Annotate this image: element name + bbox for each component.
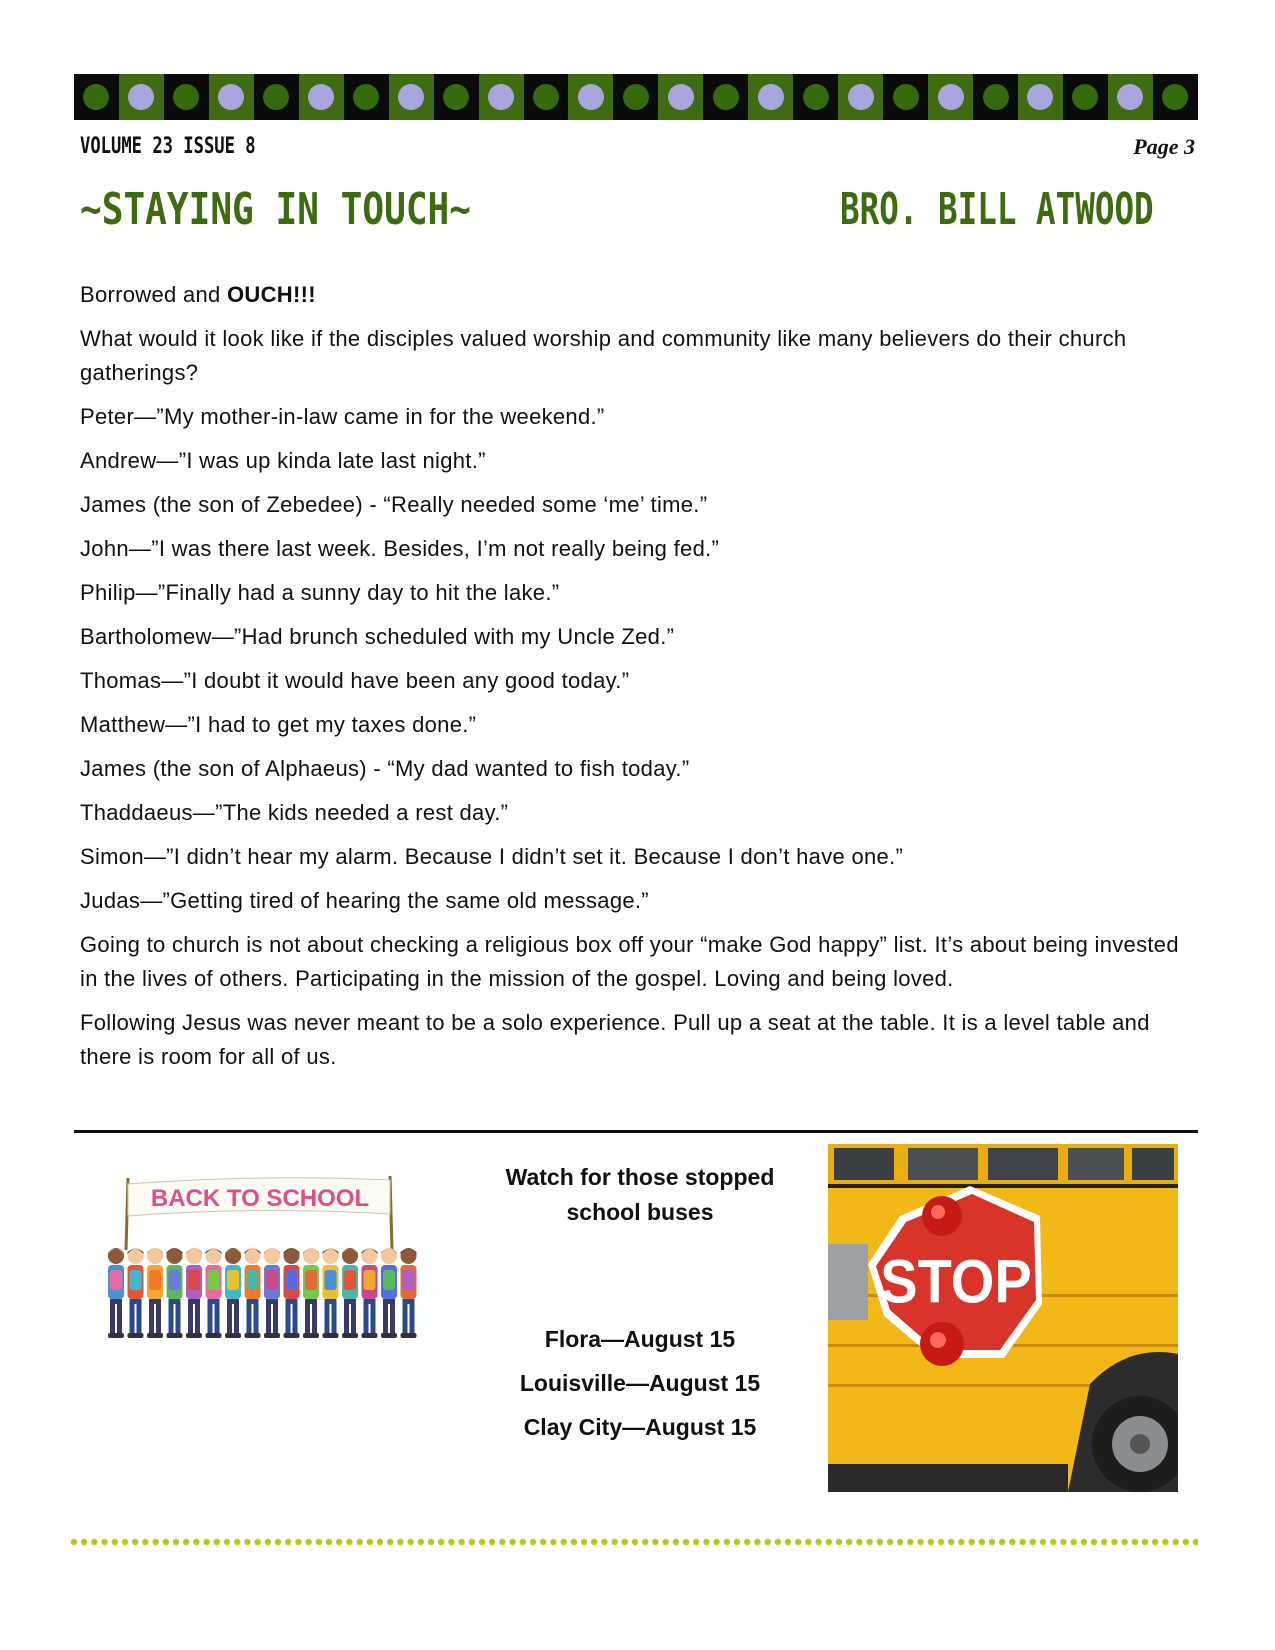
child-figure [362,1248,378,1338]
footer-dot [836,1539,842,1545]
banner-cell [254,74,299,120]
footer-dot [1162,1539,1168,1545]
banner-cell [1108,74,1153,120]
banner-cell [568,74,613,120]
child-figure [264,1248,280,1338]
banner-cell [209,74,254,120]
banner-cell [1153,74,1198,120]
banner-cell [883,74,928,120]
article-paragraph: John—”I was there last week. Besides, I’m not really being fed.” [80,536,720,561]
article-paragraph: Matthew—”I had to get my taxes done.” [80,712,477,737]
footer-dot [958,1539,964,1545]
banner-cell [1018,74,1063,120]
footer-dot [122,1539,128,1545]
footer-dot [581,1539,587,1545]
footer-dot [336,1539,342,1545]
footer-dot [407,1539,413,1545]
banner-dot [173,84,199,110]
child-figure [381,1248,397,1338]
footer-dot [1009,1539,1015,1545]
footer-dot [1142,1539,1148,1545]
banner-dot [803,84,829,110]
footer-dot [622,1539,628,1545]
article-paragraph: Going to church is not about checking a religious box off your “make God happy” list. It’s about being invested in the lives of others. Participating in the mission of the gospel. Loving and being loved. [80,932,1179,991]
date-clay-city: Clay City—August 15 [523,1414,757,1440]
footer-dot [479,1539,485,1545]
footer-dot [550,1539,556,1545]
banner-cell [434,74,479,120]
banner-cell [119,74,164,120]
decorative-banner [74,74,1198,120]
footer-dot [948,1539,954,1545]
footer-dot [112,1539,118,1545]
footer-dot [377,1539,383,1545]
footer-dot [979,1539,985,1545]
footer-dot [326,1539,332,1545]
footer-dot [1193,1539,1198,1545]
banner-dot [263,84,289,110]
volume-issue: VOLUME 23 ISSUE 8 [80,134,256,159]
date-flora: Flora—August 15 [544,1326,736,1352]
child-figure [147,1248,163,1338]
banner-dot [128,84,154,110]
footer-dot [795,1539,801,1545]
footer-dot [193,1539,199,1545]
banner-cell [658,74,703,120]
banner-cell [1063,74,1108,120]
footer-dot [316,1539,322,1545]
banner-cell [703,74,748,120]
footer-dot [989,1539,995,1545]
footer-dot [764,1539,770,1545]
banner-cell [164,74,209,120]
footer-dot [785,1539,791,1545]
banner-dot [668,84,694,110]
article-paragraph: Judas—”Getting tired of hearing the same old message.” [80,888,649,913]
footer-dot [91,1539,97,1545]
footer-dot [509,1539,515,1545]
school-bus-notice [470,1160,810,1454]
footer-dot [1040,1539,1046,1545]
article-paragraph: Philip—”Finally had a sunny day to hit the lake.” [80,580,560,605]
footer-dot [367,1539,373,1545]
footer-dot [540,1539,546,1545]
article-intro [80,278,1200,312]
article-paragraph: James (the son of Alphaeus) - “My dad wanted to fish today.” [80,756,690,781]
banner-cell [613,74,658,120]
child-figure [303,1248,319,1338]
footer-dot [1070,1539,1076,1545]
banner-dot [893,84,919,110]
footer-dot [1091,1539,1097,1545]
footer-dot [805,1539,811,1545]
footer-dot [71,1539,77,1545]
banner-dot [713,84,739,110]
banner-dot [443,84,469,110]
intro-text: Borrowed and [80,282,227,307]
banner-cell [793,74,838,120]
footer-dot [499,1539,505,1545]
footer-dot [897,1539,903,1545]
banner-dot [1072,84,1098,110]
date-louisville: Louisville—August 15 [519,1370,761,1396]
footer-dot [713,1539,719,1545]
footer-dot [611,1539,617,1545]
footer-dot [591,1539,597,1545]
footer-dot [1060,1539,1066,1545]
footer-dot [1132,1539,1138,1545]
footer-dot [1081,1539,1087,1545]
footer-dot [826,1539,832,1545]
footer-dot [1172,1539,1178,1545]
child-figure [245,1248,261,1338]
footer-dot [907,1539,913,1545]
child-figure [206,1248,222,1338]
footer-dot [356,1539,362,1545]
article-paragraph: What would it look like if the disciples valued worship and community like many believers do their church gatherings? [80,326,1127,385]
start-dates [470,1322,810,1445]
footer-dot [642,1539,648,1545]
banner-cell [838,74,883,120]
footer-dot [815,1539,821,1545]
footer-dot [183,1539,189,1545]
footer-dot [754,1539,760,1545]
banner-dot [398,84,424,110]
back-to-school-illustration [100,1170,440,1345]
child-figure [323,1248,339,1338]
footer-dot [173,1539,179,1545]
footer-dot [1050,1539,1056,1545]
child-figure [186,1248,202,1338]
banner-cell [928,74,973,120]
footer-dot [346,1539,352,1545]
article-paragraph: Andrew—”I was up kinda late last night.” [80,448,486,473]
footer-dot [428,1539,434,1545]
banner-cell [344,74,389,120]
footer-dot [295,1539,301,1545]
footer-dot [142,1539,148,1545]
footer-dot [1030,1539,1036,1545]
footer-dot [1111,1539,1117,1545]
banner-dot [848,84,874,110]
child-figure [128,1248,144,1338]
footer-dot [285,1539,291,1545]
banner-dot [578,84,604,110]
column-title: ~STAYING IN TOUCH~ [80,184,471,235]
footer-dot [999,1539,1005,1545]
footer-dot [530,1539,536,1545]
footer-dot [571,1539,577,1545]
author-name: BRO. BILL ATWOOD [840,184,1154,235]
banner-dot [1162,84,1188,110]
banner-dot [623,84,649,110]
footer-dot [132,1539,138,1545]
page-number: Page 3 [1133,134,1195,159]
footer-dot [652,1539,658,1545]
banner-cell [299,74,344,120]
footer-dot [458,1539,464,1545]
footer-dot [275,1539,281,1545]
footer-dot [101,1539,107,1545]
footer-dot [265,1539,271,1545]
footer-dot [418,1539,424,1545]
banner-cell [74,74,119,120]
footer-dot [163,1539,169,1545]
footer-dot [397,1539,403,1545]
school-bus-stop-sign-photo [828,1144,1178,1492]
child-figure [401,1248,417,1338]
footer-dot [489,1539,495,1545]
footer-dot [877,1539,883,1545]
banner-cell [748,74,793,120]
footer-dot [734,1539,740,1545]
banner-dot [1117,84,1143,110]
section-divider [74,1130,1198,1133]
banner-dot [1027,84,1053,110]
child-figure [167,1248,183,1338]
child-figure [284,1248,300,1338]
child-figure [225,1248,241,1338]
banner-dot [488,84,514,110]
notice-line-1: Watch for those stopped [505,1164,775,1190]
footer-dot [214,1539,220,1545]
footer-dot [438,1539,444,1545]
banner-dot [218,84,244,110]
footer-dot [1152,1539,1158,1545]
footer-dot [724,1539,730,1545]
footer-dot [856,1539,862,1545]
article-paragraph: Thomas—”I doubt it would have been any good today.” [80,668,630,693]
footer-dot [254,1539,260,1545]
footer-dot [887,1539,893,1545]
footer-dot [846,1539,852,1545]
banner-dot [353,84,379,110]
footer-dot [775,1539,781,1545]
footer-dot [81,1539,87,1545]
footer-dot [662,1539,668,1545]
footer-dot [244,1539,250,1545]
footer-dot [673,1539,679,1545]
footer-dot [1121,1539,1127,1545]
footer-dot [387,1539,393,1545]
footer-dot [305,1539,311,1545]
footer-dot [866,1539,872,1545]
footer-dot [1183,1539,1189,1545]
footer-dot [560,1539,566,1545]
banner-cell [973,74,1018,120]
footer-dot [744,1539,750,1545]
banner-dot [83,84,109,110]
article-paragraph: Following Jesus was never meant to be a solo experience. Pull up a seat at the table. It is a level table and there is room for all of us. [80,1010,1150,1069]
footer-dot [448,1539,454,1545]
footer-dot [928,1539,934,1545]
footer-dot [1019,1539,1025,1545]
footer-dot [203,1539,209,1545]
article-paragraph: James (the son of Zebedee) - “Really needed some ‘me’ time.” [80,492,708,517]
child-figure [108,1248,124,1338]
banner-cell [524,74,569,120]
footer-dot [520,1539,526,1545]
footer-dot [1101,1539,1107,1545]
banner-dot [938,84,964,110]
child-figure [342,1248,358,1338]
banner-dot [533,84,559,110]
footer-dot [469,1539,475,1545]
footer-dot [632,1539,638,1545]
article-paragraph: Peter—”My mother-in-law came in for the weekend.” [80,404,605,429]
banner-cell [479,74,524,120]
footer-dot [693,1539,699,1545]
stop-sign-text: STOP [880,1247,1032,1317]
article-paragraph: Bartholomew—”Had brunch scheduled with my Uncle Zed.” [80,624,675,649]
footer-dot [938,1539,944,1545]
banner-dot [983,84,1009,110]
footer-dot [917,1539,923,1545]
footer-dot [968,1539,974,1545]
footer-dot [234,1539,240,1545]
banner-text: BACK TO SCHOOL [150,1185,370,1212]
footer-dot [224,1539,230,1545]
article-paragraph: Simon—”I didn’t hear my alarm. Because I didn’t set it. Because I don’t have one.” [80,844,904,869]
banner-cell [389,74,434,120]
footer-dot [601,1539,607,1545]
footer-dot [152,1539,158,1545]
notice-line-2: school buses [566,1199,714,1225]
banner-dot [308,84,334,110]
article-paragraph: Thaddaeus—”The kids needed a rest day.” [80,800,509,825]
intro-bold: OUCH!!! [227,282,316,307]
footer-dot [703,1539,709,1545]
article-body [80,278,1200,1084]
footer-dot [683,1539,689,1545]
banner-dot [758,84,784,110]
dotted-footer-rule [70,1538,1198,1546]
